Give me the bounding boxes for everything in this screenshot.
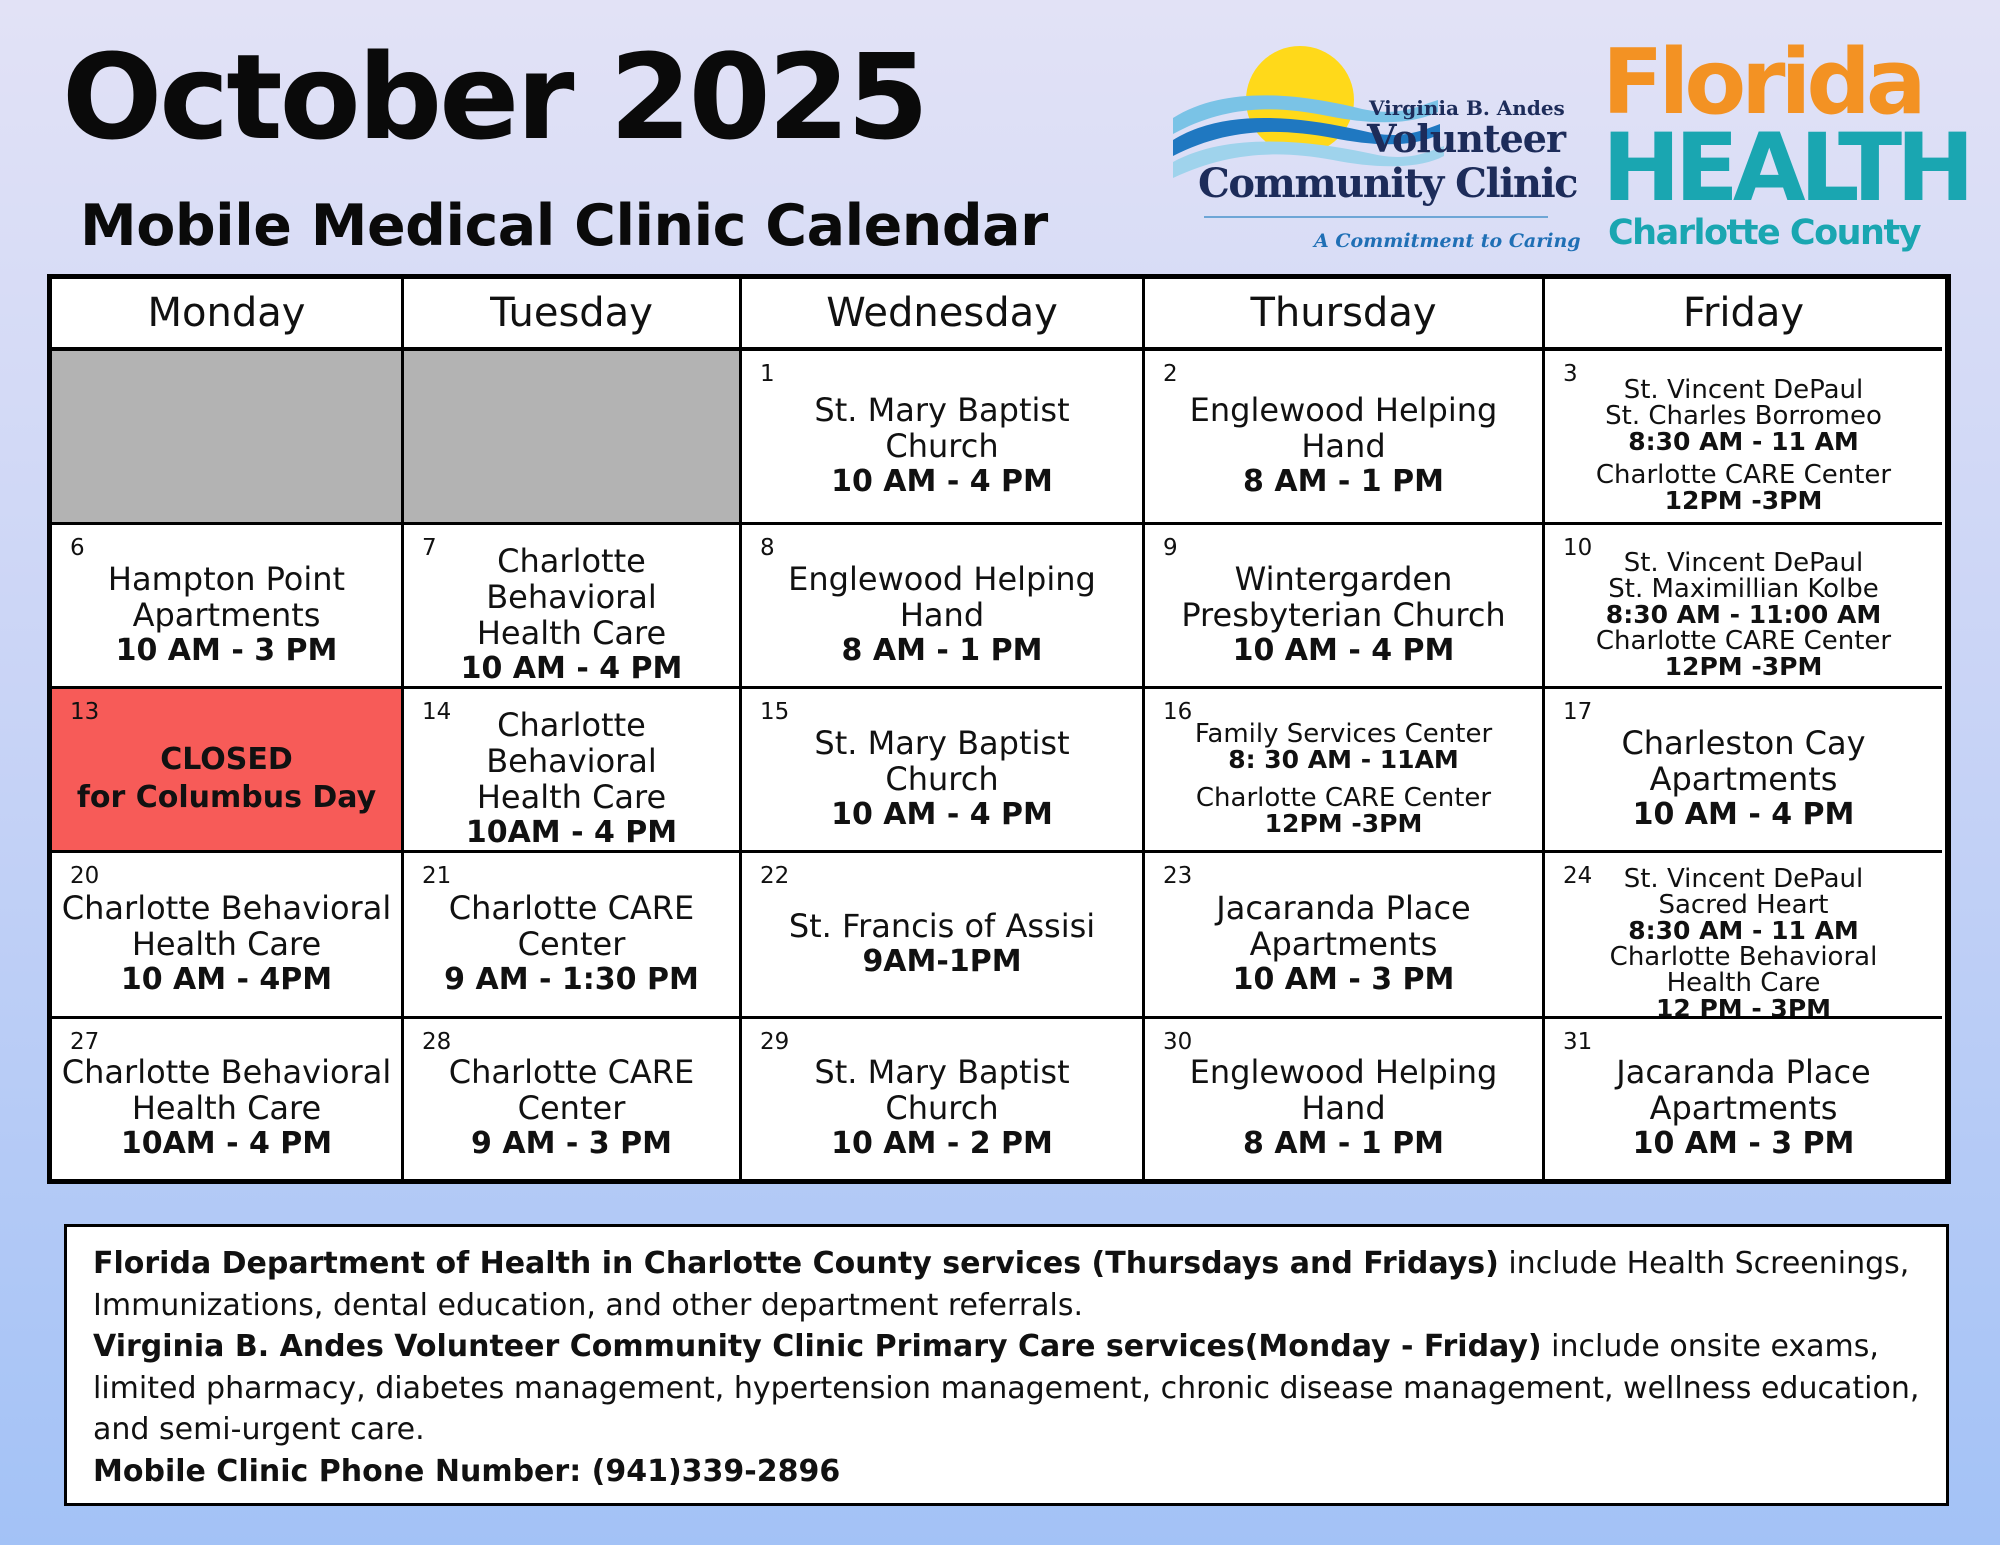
clinic-time: 10 AM - 4 PM	[1632, 796, 1855, 832]
day-number: 27	[70, 1029, 100, 1055]
day-number: 23	[1163, 863, 1193, 889]
header-friday: Friday	[1545, 279, 1942, 351]
clinic-location: Apartments	[1249, 924, 1438, 963]
day-cell	[742, 525, 1145, 689]
clinic-time: 12 PM - 3PM	[1655, 993, 1832, 1019]
day-content	[60, 879, 393, 1008]
clinic-location: Family Services Center	[1194, 718, 1493, 749]
day-content	[1553, 715, 1934, 842]
day-content	[60, 1045, 393, 1171]
day-number: 7	[422, 535, 437, 561]
clinic-location: Charlotte CARE	[448, 1053, 695, 1091]
day-content	[1553, 1045, 1934, 1171]
clinic-location: Charlotte Behavioral	[486, 705, 657, 780]
fh-logo-health: HEALTH	[1602, 114, 1969, 223]
day-number: 8	[760, 535, 775, 561]
clinic-time: 8:30 AM - 11:00 AM	[1605, 599, 1882, 629]
clinic-time: 9AM-1PM	[862, 943, 1022, 979]
vba-logo-tagline: A Commitment to Caring	[1314, 230, 1581, 252]
day-number: 28	[422, 1029, 452, 1055]
clinic-location: Church	[885, 1089, 999, 1127]
clinic-location: Hand	[899, 595, 985, 634]
day-cell	[52, 1019, 404, 1179]
day-content	[1153, 377, 1534, 514]
clinic-location: Charlotte CARE	[448, 888, 695, 927]
info-vba-heading: Virginia B. Andes Volunteer Community Clinic Primary Care services(Monday - Friday)	[93, 1329, 1542, 1364]
clinic-location: Jacaranda Place	[1216, 888, 1471, 927]
clinic-location: Center	[517, 1089, 626, 1127]
clinic-location: Charlotte CARE Center	[1595, 625, 1892, 656]
clinic-time: 12PM -3PM	[1664, 651, 1823, 681]
header-thursday: Thursday	[1145, 279, 1545, 351]
day-content	[412, 541, 731, 686]
day-number: 16	[1163, 699, 1193, 725]
day-number: 14	[422, 699, 452, 725]
clinic-location: Charlotte Behavioral	[61, 888, 392, 927]
day-cell	[1545, 1019, 1942, 1179]
day-content	[60, 551, 393, 678]
vba-logo-line1: Virginia B. Andes	[1369, 96, 1565, 120]
clinic-time: 10 AM - 4PM	[120, 961, 333, 997]
clinic-location: Hand	[1301, 426, 1386, 465]
empty-day-cell	[404, 351, 742, 525]
day-cell	[404, 853, 742, 1019]
day-content	[1153, 879, 1534, 1008]
clinic-location: Charlotte CARE Center	[1195, 782, 1492, 813]
day-number: 1	[760, 361, 775, 387]
day-content	[412, 879, 731, 1008]
day-cell	[52, 689, 404, 853]
day-number: 29	[760, 1029, 790, 1055]
clinic-location: Health Care	[476, 613, 667, 652]
clinic-location: Health Care	[131, 924, 322, 963]
header-tuesday: Tuesday	[404, 279, 742, 351]
header-monday: Monday	[52, 279, 404, 351]
clinic-location: Apartments	[1649, 1089, 1838, 1127]
day-content	[1153, 715, 1534, 842]
vba-logo-divider	[1204, 216, 1548, 218]
clinic-location: Englewood Helping	[1189, 390, 1498, 429]
day-content	[750, 715, 1134, 842]
clinic-location: Hampton Point	[107, 559, 346, 598]
clinic-location: St. Vincent DePaul	[1623, 863, 1864, 894]
clinic-location: St. Vincent DePaul	[1623, 547, 1864, 578]
clinic-time: 8:30 AM - 11 AM	[1628, 427, 1859, 456]
clinic-location: St. Mary Baptist	[814, 1053, 1070, 1091]
clinic-time: 10AM - 4 PM	[465, 814, 678, 850]
fh-logo-county: Charlotte County	[1608, 213, 1921, 253]
clinic-time: 10 AM - 4 PM	[1232, 632, 1455, 668]
clinic-location: St. Charles Borromeo	[1605, 401, 1882, 431]
day-cell	[1145, 689, 1545, 853]
closed-notice: CLOSED	[160, 741, 293, 777]
day-number: 20	[70, 863, 100, 889]
day-content	[1553, 547, 1934, 681]
clinic-time: 10 AM - 3 PM	[115, 632, 338, 668]
day-number: 6	[70, 535, 85, 561]
clinic-time: 10 AM - 3 PM	[1632, 1126, 1855, 1161]
info-vba-text: include onsite exams, limited pharmacy, diabetes management, hypertension management, chronic disease management, wellness education, and semi-urgent care.	[93, 1329, 1920, 1447]
clinic-location: Church	[885, 759, 999, 798]
clinic-location: Jacaranda Place	[1616, 1053, 1871, 1091]
clinic-location: Presbyterian Church	[1181, 595, 1506, 634]
day-cell	[1145, 351, 1545, 525]
info-fdoh-text: include Health Screenings, Immunizations, dental education, and other department referrals.	[93, 1246, 1910, 1323]
day-cell	[404, 689, 742, 853]
day-cell	[1145, 1019, 1545, 1179]
clinic-location: Wintergarden	[1234, 559, 1453, 598]
day-number: 13	[70, 699, 100, 725]
page-title: October 2025	[62, 28, 926, 166]
clinic-location: Charleston Cay	[1621, 723, 1866, 762]
day-number: 15	[760, 699, 790, 725]
day-content	[1553, 377, 1934, 514]
day-number: 22	[760, 863, 790, 889]
info-phone-number: Mobile Clinic Phone Number: (941)339-2896	[93, 1453, 841, 1489]
day-cell	[742, 689, 1145, 853]
empty-day-cell	[52, 351, 404, 525]
day-cell	[742, 1019, 1145, 1179]
day-cell	[52, 853, 404, 1019]
day-number: 9	[1163, 535, 1178, 561]
day-cell	[404, 1019, 742, 1179]
day-content	[412, 1045, 731, 1171]
clinic-time: 8 AM - 1 PM	[1243, 463, 1444, 499]
info-fdoh-heading: Florida Department of Health in Charlotte County services (Thursdays and Fridays)	[93, 1246, 1499, 1281]
clinic-location: Charlotte Behavioral	[61, 1053, 392, 1091]
clinic-location: Center	[517, 924, 626, 963]
day-cell	[52, 525, 404, 689]
clinic-location: Hand	[1301, 1089, 1386, 1127]
clinic-location: Charlotte Behavioral	[1609, 941, 1878, 972]
clinic-location: Apartments	[132, 595, 321, 634]
clinic-location: Englewood Helping	[788, 559, 1096, 598]
day-content	[60, 715, 393, 842]
clinic-location: Apartments	[1649, 759, 1838, 798]
day-number: 2	[1163, 361, 1178, 387]
clinic-time: 8 AM - 1 PM	[841, 632, 1043, 668]
clinic-time: 10 AM - 2 PM	[831, 1126, 1053, 1161]
clinic-location: Health Care	[476, 777, 667, 816]
clinic-time: 10AM - 4 PM	[120, 1126, 333, 1161]
day-number: 3	[1563, 361, 1578, 387]
day-content	[750, 1045, 1134, 1171]
clinic-location: St. Vincent DePaul	[1623, 375, 1864, 405]
clinic-location: Sacred Heart	[1658, 889, 1829, 920]
clinic-location: Church	[885, 426, 999, 465]
day-content	[1153, 1045, 1534, 1171]
day-content	[750, 879, 1134, 1008]
day-number: 10	[1563, 535, 1593, 561]
day-number: 21	[422, 863, 452, 889]
clinic-location: St. Francis of Assisi	[788, 906, 1096, 945]
clinic-location: Charlotte Behavioral	[486, 541, 657, 616]
calendar-grid	[47, 274, 1951, 1184]
header-wednesday: Wednesday	[742, 279, 1145, 351]
day-cell	[742, 853, 1145, 1019]
clinic-location: St. Mary Baptist	[814, 723, 1070, 762]
day-content	[1153, 551, 1534, 678]
day-number: 31	[1563, 1029, 1593, 1055]
closed-notice: for Columbus Day	[76, 779, 377, 815]
clinic-time: 8:30 AM - 11 AM	[1628, 915, 1859, 945]
page-subtitle: Mobile Medical Clinic Calendar	[80, 193, 1048, 259]
day-number: 24	[1563, 863, 1593, 889]
day-cell	[1545, 689, 1942, 853]
clinic-time: 12PM -3PM	[1664, 486, 1823, 515]
clinic-time: 8 AM - 1 PM	[1243, 1126, 1444, 1161]
fh-logo-florida: Florida	[1602, 30, 1922, 135]
clinic-time: 9 AM - 3 PM	[471, 1126, 672, 1161]
clinic-location: St. Mary Baptist	[814, 390, 1070, 429]
clinic-time: 10 AM - 3 PM	[1232, 961, 1455, 997]
day-cell	[1145, 853, 1545, 1019]
services-info-box	[64, 1224, 1949, 1506]
day-cell	[1545, 351, 1942, 525]
clinic-time: 12PM -3PM	[1264, 808, 1423, 838]
day-cell	[404, 525, 742, 689]
day-cell	[1145, 525, 1545, 689]
day-content	[750, 377, 1134, 514]
clinic-location: Health Care	[131, 1089, 322, 1127]
vba-logo-line2: Volunteer	[1367, 116, 1565, 161]
clinic-location: Health Care	[1666, 967, 1821, 998]
day-number: 17	[1563, 699, 1593, 725]
day-cell	[742, 351, 1145, 525]
florida-health-logo	[1598, 30, 1969, 268]
clinic-time: 8: 30 AM - 11AM	[1228, 744, 1459, 774]
clinic-location: Englewood Helping	[1189, 1053, 1498, 1091]
day-content	[750, 551, 1134, 678]
vba-logo-line3: Community Clinic	[1198, 160, 1578, 207]
clinic-location: St. Maximillian Kolbe	[1608, 573, 1879, 604]
clinic-time: 10 AM - 4 PM	[831, 463, 1053, 499]
clinic-time: 10 AM - 4 PM	[460, 650, 683, 686]
clinic-time: 10 AM - 4 PM	[831, 796, 1053, 832]
clinic-time: 9 AM - 1:30 PM	[444, 961, 699, 997]
day-number: 30	[1163, 1029, 1193, 1055]
day-cell	[1545, 525, 1942, 689]
volunteer-clinic-logo	[1168, 38, 1581, 258]
day-cell	[1545, 853, 1942, 1019]
clinic-location: Charlotte CARE Center	[1595, 460, 1892, 490]
